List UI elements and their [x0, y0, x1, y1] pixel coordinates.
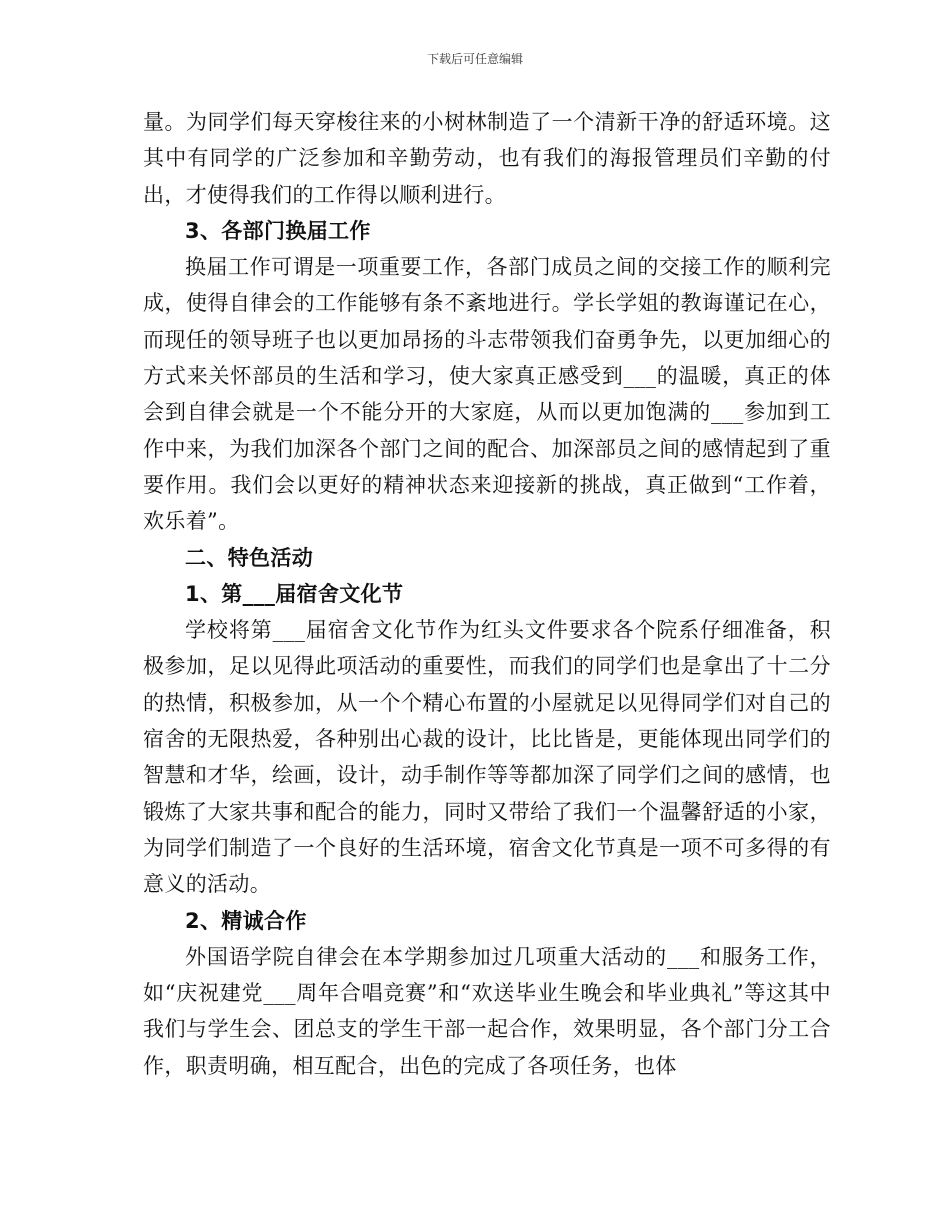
- heading-dorm-culture-festival: 1、第___届宿舍文化节: [185, 581, 404, 606]
- paragraph-continued: 量。为同学们每天穿梭往来的小树林制造了一个清新干净的舒适环境。这其中有同学的广泛参加和辛勤劳动，也有我们的海报管理员们辛勤的付出，才使得我们的工作得以顺利进行。: [143, 110, 831, 207]
- paragraph-department-transition: 换届工作可谓是一项重要工作，各部门成员之间的交接工作的顺利完成，使得自律会的工作能够有条不紊地进行。学长学姐的教诲谨记在心，而现任的领导班子也以更加昂扬的斗志带领我们奋勇争先，以更加细心的方式来关怀部员的生活和学习，使大家真正感受到___的温暖，真正的体会到自律会就是一个不能分开的大家庭，从而以更加饱满的___参加到工作中来，为我们加深各个部门之间的配合、加深部员之间的感情起到了重要作用。我们会以更好的精神状态来迎接新的挑战，真正做到“工作着，欢乐着”。: [143, 255, 831, 534]
- heading-cooperation: 2、精诚合作: [185, 908, 307, 933]
- paragraph-dorm-culture-festival: 学校将第___届宿舍文化节作为红头文件要求各个院系仔细准备，积极参加，足以见得此项活动的重要性，而我们的同学们也是拿出了十二分的热情，积极参加，从一个个精心布置的小屋就足以见得同学们对自己的宿舍的无限热爱，各种别出心裁的设计，比比皆是，更能体现出同学们的智慧和才华，绘画，设计，动手制作等等都加深了同学们之间的感情，也锻炼了大家共事和配合的能力，同时又带给了我们一个温馨舒适的小家，为同学们制造了一个良好的生活环境，宿舍文化节真是一项不可多得的有意义的活动。: [143, 618, 831, 897]
- heading-department-transition: 3、各部门换届工作: [185, 218, 371, 243]
- paragraph-cooperation: 外国语学院自律会在本学期参加过几项重大活动的___和服务工作，如“庆祝建党___周年合唱竞赛”和“欢送毕业生晚会和毕业典礼”等这其中我们与学生会、团总支的学生干部一起合作，效果明显，各个部门分工合作，职责明确，相互配合，出色的完成了各项任务，也体: [143, 944, 831, 1078]
- page-header: 下载后可任意编辑: [426, 52, 523, 66]
- document-body: [143, 104, 831, 1084]
- heading-featured-activities: 二、特色活动: [185, 545, 314, 570]
